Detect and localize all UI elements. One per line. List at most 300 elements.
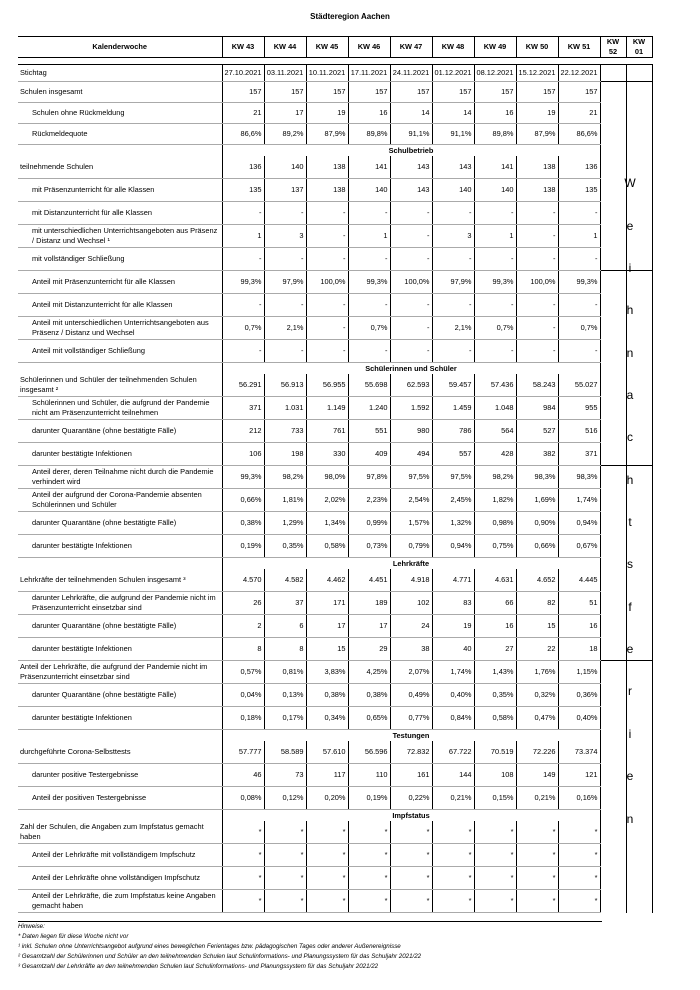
- row-label: mit unterschiedlichen Unterrichtsangeboten aus Präsenz / Distanz und Wechsel ¹: [18, 225, 222, 248]
- value-cell: 83: [432, 592, 474, 615]
- value-cell: *: [264, 821, 306, 844]
- value-cell: 89,2%: [264, 124, 306, 145]
- value-cell: 157: [348, 82, 390, 103]
- value-cell: *: [306, 890, 348, 913]
- value-cell: 0,7%: [348, 317, 390, 340]
- spacer-cell: [18, 58, 652, 65]
- table-row: [18, 103, 652, 124]
- value-cell: 24: [390, 615, 432, 638]
- value-cell: 72.226: [516, 741, 558, 764]
- value-cell: 1,69%: [516, 489, 558, 512]
- table-row: [18, 844, 652, 867]
- value-cell: 1,57%: [390, 512, 432, 535]
- value-cell: -: [432, 202, 474, 225]
- value-cell: *: [516, 844, 558, 867]
- header-label-kalenderwoche: Kalenderwoche: [18, 37, 222, 58]
- table-row: [18, 741, 652, 764]
- table-row: [18, 225, 652, 248]
- value-cell: 55.698: [348, 374, 390, 397]
- value-cell: *: [348, 821, 390, 844]
- value-cell: 0,36%: [558, 684, 600, 707]
- value-cell: 371: [558, 443, 600, 466]
- value-cell: 110: [348, 764, 390, 787]
- value-cell: 138: [306, 156, 348, 179]
- section-row: [18, 730, 652, 742]
- value-cell: 0,75%: [474, 535, 516, 558]
- value-cell: 55.027: [558, 374, 600, 397]
- value-cell: 38: [390, 638, 432, 661]
- table-row: [18, 202, 652, 225]
- section-row: [18, 363, 652, 375]
- table-row: [18, 179, 652, 202]
- value-cell: -: [390, 202, 432, 225]
- value-cell: 0,18%: [222, 707, 264, 730]
- table-row: [18, 787, 652, 810]
- value-cell: -: [348, 248, 390, 271]
- value-cell: 97,5%: [390, 466, 432, 489]
- value-cell: -: [390, 294, 432, 317]
- vertical-letter: n: [626, 345, 634, 360]
- value-cell: 87,9%: [516, 124, 558, 145]
- row-label: Anteil mit unterschiedlichen Unterrichtsangeboten aus Präsenz / Distanz und Wechsel: [18, 317, 222, 340]
- value-cell: *: [432, 867, 474, 890]
- value-cell: *: [474, 844, 516, 867]
- row-label: Anteil der positiven Testergebnisse: [18, 787, 222, 810]
- value-cell: 527: [516, 420, 558, 443]
- header-week-extra: KW 52: [600, 37, 626, 58]
- footnotes-heading: Hinweise:: [18, 921, 602, 932]
- value-cell: 21: [222, 103, 264, 124]
- value-cell: 557: [432, 443, 474, 466]
- value-cell: 97,5%: [432, 466, 474, 489]
- value-cell: 189: [348, 592, 390, 615]
- value-cell: 761: [306, 420, 348, 443]
- row-label: darunter bestätigte Infektionen: [18, 638, 222, 661]
- value-cell: 16: [474, 615, 516, 638]
- value-cell: *: [558, 867, 600, 890]
- row-label: Zahl der Schulen, die Angaben zum Impfstatus gemacht haben: [18, 821, 222, 844]
- value-cell: 2,1%: [432, 317, 474, 340]
- value-cell: -: [348, 340, 390, 363]
- table-row: [18, 420, 652, 443]
- value-cell: 0,58%: [306, 535, 348, 558]
- value-cell: 3: [264, 225, 306, 248]
- value-cell: 17: [348, 615, 390, 638]
- row-label: darunter Quarantäne (ohne bestätigte Fälle): [18, 684, 222, 707]
- value-cell: 99,3%: [558, 271, 600, 294]
- table-row: [18, 707, 652, 730]
- table-row: [18, 248, 652, 271]
- row-label: Schulen ohne Rückmeldung: [18, 103, 222, 124]
- row-label: darunter bestätigte Infektionen: [18, 535, 222, 558]
- value-cell: 161: [390, 764, 432, 787]
- value-cell: 100,0%: [516, 271, 558, 294]
- value-cell: 40: [432, 638, 474, 661]
- stichtag-date: 03.11.2021: [264, 65, 306, 82]
- value-cell: 57.436: [474, 374, 516, 397]
- value-cell: 1.459: [432, 397, 474, 420]
- value-cell: 51: [558, 592, 600, 615]
- section-title-lehrkraefte: Lehrkräfte: [222, 558, 600, 570]
- value-cell: *: [348, 867, 390, 890]
- value-cell: 15: [516, 615, 558, 638]
- value-cell: 0,08%: [222, 787, 264, 810]
- table-row: [18, 535, 652, 558]
- value-cell: 157: [474, 82, 516, 103]
- value-cell: 91,1%: [432, 124, 474, 145]
- row-label: darunter bestätigte Infektionen: [18, 443, 222, 466]
- value-cell: 89,8%: [474, 124, 516, 145]
- value-cell: 17: [306, 615, 348, 638]
- value-cell: -: [474, 340, 516, 363]
- value-cell: 19: [432, 615, 474, 638]
- value-cell: 137: [264, 179, 306, 202]
- value-cell: -: [390, 340, 432, 363]
- value-cell: -: [222, 340, 264, 363]
- stichtag-row: [18, 65, 652, 82]
- value-cell: 2,02%: [306, 489, 348, 512]
- value-cell: 16: [474, 103, 516, 124]
- value-cell: 1.048: [474, 397, 516, 420]
- value-cell: 70.519: [474, 741, 516, 764]
- value-cell: 72.832: [390, 741, 432, 764]
- row-label: darunter Quarantäne (ohne bestätigte Fälle): [18, 512, 222, 535]
- value-cell: 0,35%: [264, 535, 306, 558]
- value-cell: -: [516, 202, 558, 225]
- value-cell: 1,43%: [474, 661, 516, 684]
- row-label: teilnehmende Schulen: [18, 156, 222, 179]
- value-cell: 73.374: [558, 741, 600, 764]
- value-cell: 0,40%: [432, 684, 474, 707]
- value-cell: 140: [432, 179, 474, 202]
- vertical-letter: e: [626, 218, 634, 233]
- value-cell: *: [222, 890, 264, 913]
- row-label: Schülerinnen und Schüler der teilnehmenden Schulen insgesamt ²: [18, 374, 222, 397]
- row-label: Anteil mit Distanzunterricht für alle Klassen: [18, 294, 222, 317]
- vertical-letter: s: [627, 557, 633, 572]
- value-cell: 56.596: [348, 741, 390, 764]
- row-label: mit vollständiger Schließung: [18, 248, 222, 271]
- value-cell: *: [432, 821, 474, 844]
- value-cell: 0,7%: [222, 317, 264, 340]
- vertical-letter: c: [627, 430, 633, 445]
- row-label: Anteil der aufgrund der Corona-Pandemie absenten Schülerinnen und Schüler: [18, 489, 222, 512]
- value-cell: 157: [390, 82, 432, 103]
- value-cell: 0,81%: [264, 661, 306, 684]
- value-cell: 8: [264, 638, 306, 661]
- table-row: [18, 512, 652, 535]
- vertical-letter: t: [628, 515, 632, 530]
- value-cell: 21: [558, 103, 600, 124]
- value-cell: *: [348, 844, 390, 867]
- value-cell: 99,3%: [222, 271, 264, 294]
- value-cell: 157: [264, 82, 306, 103]
- value-cell: 56.913: [264, 374, 306, 397]
- value-cell: 135: [558, 179, 600, 202]
- value-cell: 0,7%: [474, 317, 516, 340]
- value-cell: *: [558, 844, 600, 867]
- header-week: KW 45: [306, 37, 348, 58]
- value-cell: -: [516, 294, 558, 317]
- value-cell: 494: [390, 443, 432, 466]
- section-title-schulbetrieb: Schulbetrieb: [222, 145, 600, 157]
- value-cell: 1.240: [348, 397, 390, 420]
- value-cell: -: [306, 225, 348, 248]
- value-cell: 66: [474, 592, 516, 615]
- value-cell: 98,3%: [516, 466, 558, 489]
- value-cell: 143: [390, 156, 432, 179]
- row-label: Lehrkräfte der teilnehmenden Schulen insgesamt ³: [18, 569, 222, 592]
- row-label: durchgeführte Corona-Selbsttests: [18, 741, 222, 764]
- value-cell: 67.722: [432, 741, 474, 764]
- section-spacer: [18, 363, 222, 375]
- value-cell: 1.031: [264, 397, 306, 420]
- value-cell: 382: [516, 443, 558, 466]
- vertical-letter: e: [626, 642, 634, 657]
- value-cell: -: [222, 202, 264, 225]
- value-cell: *: [474, 867, 516, 890]
- value-cell: 2,07%: [390, 661, 432, 684]
- stichtag-date: 08.12.2021: [474, 65, 516, 82]
- value-cell: *: [222, 867, 264, 890]
- value-cell: 1,34%: [306, 512, 348, 535]
- value-cell: 46: [222, 764, 264, 787]
- value-cell: *: [516, 867, 558, 890]
- value-cell: -: [348, 294, 390, 317]
- value-cell: 117: [306, 764, 348, 787]
- value-cell: *: [390, 821, 432, 844]
- value-cell: 4.445: [558, 569, 600, 592]
- table-row: [18, 374, 652, 397]
- value-cell: 1,32%: [432, 512, 474, 535]
- value-cell: -: [516, 248, 558, 271]
- value-cell: 1: [348, 225, 390, 248]
- value-cell: 2: [222, 615, 264, 638]
- footnote-1: * Daten liegen für diese Woche nicht vor: [18, 933, 129, 940]
- value-cell: -: [222, 294, 264, 317]
- value-cell: 212: [222, 420, 264, 443]
- table-row: [18, 340, 652, 363]
- footnote-4: ³ Gesamtzahl der Lehrkräfte an den teilnehmenden Schulen laut Schulinformations- und Planungssystem für das Schuljahr 2021/22: [18, 963, 379, 970]
- section-spacer: [18, 145, 222, 157]
- value-cell: 98,2%: [474, 466, 516, 489]
- stichtag-date: 17.11.2021: [348, 65, 390, 82]
- value-cell: -: [390, 317, 432, 340]
- value-cell: 138: [516, 156, 558, 179]
- value-cell: 89,8%: [348, 124, 390, 145]
- value-cell: 1: [474, 225, 516, 248]
- value-cell: *: [306, 844, 348, 867]
- table-row: [18, 638, 652, 661]
- value-cell: 99,3%: [222, 466, 264, 489]
- value-cell: *: [264, 867, 306, 890]
- value-cell: 0,65%: [348, 707, 390, 730]
- table-row: [18, 489, 652, 512]
- value-cell: 984: [516, 397, 558, 420]
- row-label: darunter Quarantäne (ohne bestätigte Fälle): [18, 420, 222, 443]
- value-cell: 0,21%: [516, 787, 558, 810]
- value-cell: 0,47%: [516, 707, 558, 730]
- value-cell: 143: [390, 179, 432, 202]
- value-cell: -: [264, 202, 306, 225]
- value-cell: 0,49%: [390, 684, 432, 707]
- vertical-letter: h: [626, 303, 634, 318]
- value-cell: 100,0%: [306, 271, 348, 294]
- value-cell: 141: [474, 156, 516, 179]
- vertical-letter: n: [626, 811, 634, 826]
- header-week: KW 44: [264, 37, 306, 58]
- value-cell: 0,21%: [432, 787, 474, 810]
- value-cell: 551: [348, 420, 390, 443]
- value-cell: -: [432, 340, 474, 363]
- value-cell: 135: [222, 179, 264, 202]
- row-label: Rückmeldequote: [18, 124, 222, 145]
- value-cell: 2,45%: [432, 489, 474, 512]
- header-week: KW 48: [432, 37, 474, 58]
- value-cell: 0,7%: [558, 317, 600, 340]
- table-row: [18, 317, 652, 340]
- value-cell: 58.589: [264, 741, 306, 764]
- value-cell: 3,83%: [306, 661, 348, 684]
- header-week-extra: KW 01: [626, 37, 652, 58]
- value-cell: 56.955: [306, 374, 348, 397]
- value-cell: 1,81%: [264, 489, 306, 512]
- section-spacer: [18, 810, 222, 822]
- value-cell: 0,38%: [222, 512, 264, 535]
- table-row: [18, 890, 652, 913]
- header-week: KW 51: [558, 37, 600, 58]
- value-cell: *: [516, 890, 558, 913]
- value-cell: 330: [306, 443, 348, 466]
- table-row: [18, 684, 652, 707]
- value-cell: 0,94%: [558, 512, 600, 535]
- row-label: Anteil der Lehrkräfte, die aufgrund der Pandemie nicht im Präsenzunterricht einsetzbar sind: [18, 661, 222, 684]
- value-cell: 14: [432, 103, 474, 124]
- value-cell: 1: [558, 225, 600, 248]
- value-cell: -: [306, 294, 348, 317]
- value-cell: 0,57%: [222, 661, 264, 684]
- value-cell: 56.291: [222, 374, 264, 397]
- table-row: [18, 156, 652, 179]
- value-cell: 0,99%: [348, 512, 390, 535]
- value-cell: 57.777: [222, 741, 264, 764]
- value-cell: 57.610: [306, 741, 348, 764]
- value-cell: 27: [474, 638, 516, 661]
- value-cell: 0,66%: [222, 489, 264, 512]
- table-row: [18, 867, 652, 890]
- value-cell: -: [516, 317, 558, 340]
- value-cell: 141: [348, 156, 390, 179]
- value-cell: *: [306, 821, 348, 844]
- footnote-3: ² Gesamtzahl der Schülerinnen und Schüler an den teilnehmenden Schulen laut Schulinformations- und Planungssystem für das Schuljahr 2021/22: [18, 953, 422, 960]
- table-row: [18, 569, 652, 592]
- value-cell: 22: [516, 638, 558, 661]
- value-cell: 0,40%: [558, 707, 600, 730]
- value-cell: 140: [264, 156, 306, 179]
- row-label: darunter Quarantäne (ohne bestätigte Fälle): [18, 615, 222, 638]
- value-cell: 87,9%: [306, 124, 348, 145]
- value-cell: 149: [516, 764, 558, 787]
- value-cell: 18: [558, 638, 600, 661]
- section-row: [18, 558, 652, 570]
- value-cell: 1,76%: [516, 661, 558, 684]
- value-cell: 98,0%: [306, 466, 348, 489]
- table-row: [18, 82, 652, 103]
- value-cell: *: [306, 867, 348, 890]
- data-table: [18, 36, 653, 913]
- value-cell: *: [474, 821, 516, 844]
- value-cell: 2,23%: [348, 489, 390, 512]
- value-cell: 0,15%: [474, 787, 516, 810]
- value-cell: 157: [558, 82, 600, 103]
- value-cell: 0,58%: [474, 707, 516, 730]
- value-cell: 4.462: [306, 569, 348, 592]
- row-label: Anteil derer, deren Teilnahme nicht durch die Pandemie verhindert wird: [18, 466, 222, 489]
- value-cell: 0,90%: [516, 512, 558, 535]
- value-cell: 102: [390, 592, 432, 615]
- section-title-schueler: Schülerinnen und Schüler: [222, 363, 600, 375]
- value-cell: 62.593: [390, 374, 432, 397]
- header-week: KW 43: [222, 37, 264, 58]
- vertical-letter: W: [624, 176, 636, 191]
- table-row: [18, 294, 652, 317]
- value-cell: 136: [558, 156, 600, 179]
- row-label: darunter positive Testergebnisse: [18, 764, 222, 787]
- table-row: [18, 615, 652, 638]
- value-cell: 144: [432, 764, 474, 787]
- value-cell: 98,2%: [264, 466, 306, 489]
- table-row: [18, 661, 652, 684]
- value-cell: 100,0%: [390, 271, 432, 294]
- value-cell: *: [558, 821, 600, 844]
- value-cell: 0,77%: [390, 707, 432, 730]
- value-cell: 1,15%: [558, 661, 600, 684]
- holiday-vertical-text: [604, 62, 656, 924]
- value-cell: *: [222, 821, 264, 844]
- value-cell: 19: [306, 103, 348, 124]
- value-cell: *: [348, 890, 390, 913]
- value-cell: 29: [348, 638, 390, 661]
- value-cell: 140: [348, 179, 390, 202]
- value-cell: -: [264, 340, 306, 363]
- value-cell: *: [474, 890, 516, 913]
- value-cell: 17: [264, 103, 306, 124]
- value-cell: 1: [222, 225, 264, 248]
- value-cell: 0,35%: [474, 684, 516, 707]
- value-cell: -: [558, 202, 600, 225]
- table-row: [18, 592, 652, 615]
- value-cell: -: [474, 294, 516, 317]
- value-cell: 86,6%: [222, 124, 264, 145]
- table-row: [18, 443, 652, 466]
- value-cell: -: [474, 202, 516, 225]
- page-title: Städteregion Aachen: [310, 12, 390, 21]
- stichtag-date: 24.11.2021: [390, 65, 432, 82]
- value-cell: 0,38%: [348, 684, 390, 707]
- value-cell: 0,98%: [474, 512, 516, 535]
- table-row: [18, 821, 652, 844]
- value-cell: 4.918: [390, 569, 432, 592]
- value-cell: *: [516, 821, 558, 844]
- row-label: Anteil der Lehrkräfte, die zum Impfstatus keine Angaben gemacht haben: [18, 890, 222, 913]
- row-label: Schülerinnen und Schüler, die aufgrund der Pandemie nicht am Präsenzunterricht teilnehmen: [18, 397, 222, 420]
- value-cell: 198: [264, 443, 306, 466]
- value-cell: 371: [222, 397, 264, 420]
- table-row: [18, 764, 652, 787]
- value-cell: 0,94%: [432, 535, 474, 558]
- value-cell: 37: [264, 592, 306, 615]
- value-cell: 0,19%: [348, 787, 390, 810]
